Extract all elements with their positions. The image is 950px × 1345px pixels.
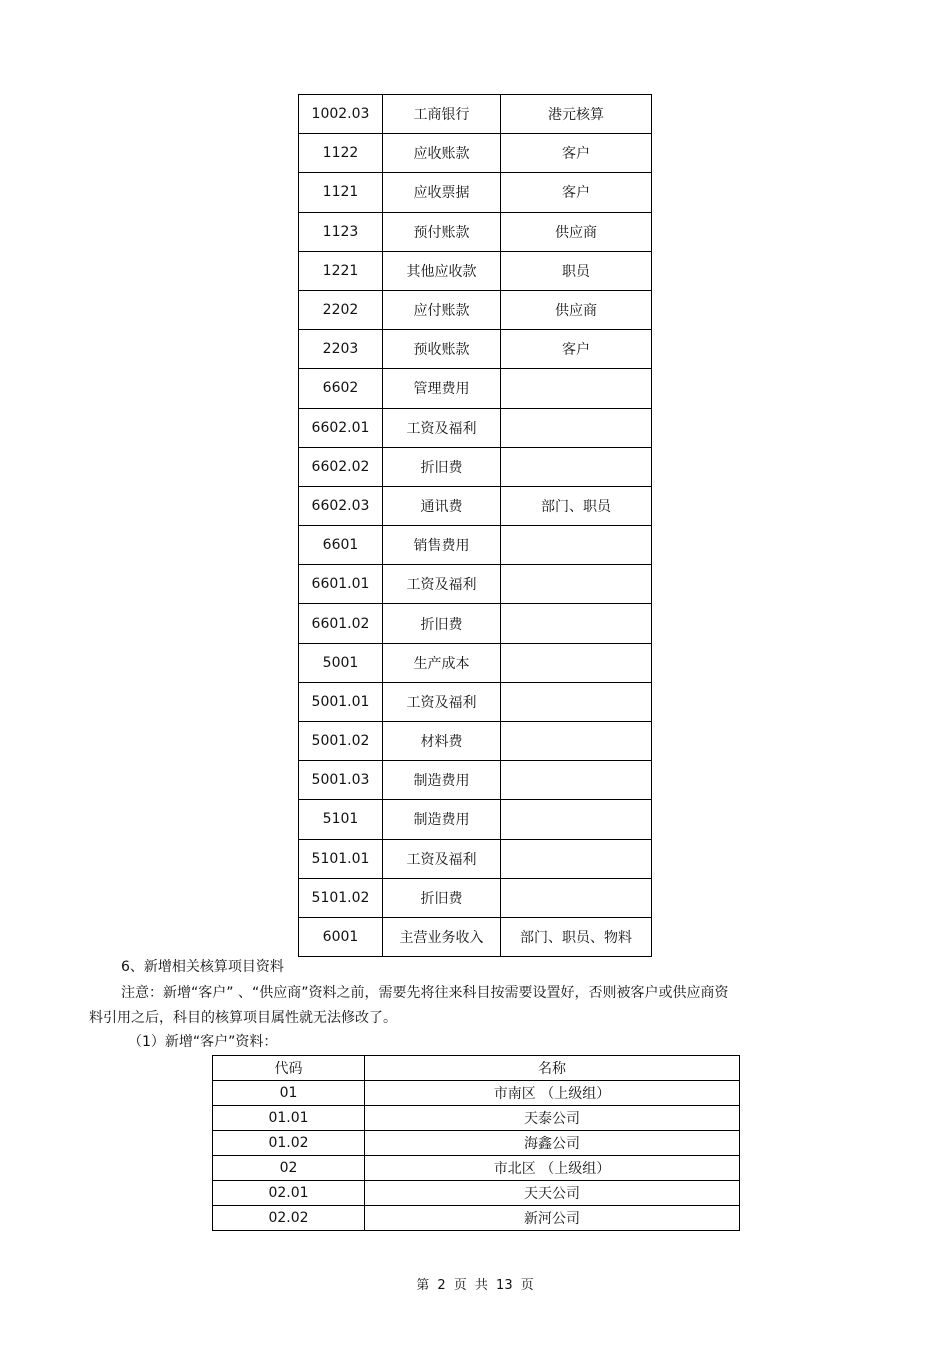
account-name-cell: 生产成本 bbox=[383, 643, 501, 682]
account-name-cell: 折旧费 bbox=[383, 878, 501, 917]
account-name-cell: 工资及福利 bbox=[383, 839, 501, 878]
customer-code-cell: 02.02 bbox=[213, 1206, 365, 1231]
account-name-cell: 工商银行 bbox=[383, 95, 501, 134]
table-row bbox=[213, 1156, 740, 1181]
table-row bbox=[299, 682, 652, 721]
account-name-cell: 通讯费 bbox=[383, 486, 501, 525]
account-code-cell: 5001.01 bbox=[299, 682, 383, 721]
account-code-cell: 6601.02 bbox=[299, 604, 383, 643]
account-name-cell: 预付账款 bbox=[383, 212, 501, 251]
table-row bbox=[299, 565, 652, 604]
customer-code-cell: 01 bbox=[213, 1081, 365, 1106]
accounting-items-cell: 供应商 bbox=[501, 290, 652, 329]
account-name-cell: 应付账款 bbox=[383, 290, 501, 329]
account-code-cell: 1123 bbox=[299, 212, 383, 251]
accounting-items-cell: 客户 bbox=[501, 173, 652, 212]
accounting-items-cell bbox=[501, 565, 652, 604]
table-row bbox=[299, 251, 652, 290]
table-row bbox=[299, 878, 652, 917]
table-row bbox=[299, 643, 652, 682]
customer-code-cell: 01.01 bbox=[213, 1106, 365, 1131]
page-footer: 第 2 页 共 13 页 bbox=[416, 1278, 534, 1293]
header-row bbox=[213, 1056, 740, 1081]
accounting-items-cell: 客户 bbox=[501, 330, 652, 369]
table-row bbox=[299, 369, 652, 408]
accounting-items-cell bbox=[501, 643, 652, 682]
table-row bbox=[213, 1206, 740, 1231]
account-code-cell: 1121 bbox=[299, 173, 383, 212]
table-row bbox=[299, 722, 652, 761]
customer-name-cell: 海鑫公司 bbox=[365, 1131, 740, 1156]
account-name-cell: 工资及福利 bbox=[383, 565, 501, 604]
accounting-items-cell bbox=[501, 682, 652, 721]
account-code-cell: 1221 bbox=[299, 251, 383, 290]
account-name-cell: 管理费用 bbox=[383, 369, 501, 408]
account-name-cell: 其他应收款 bbox=[383, 251, 501, 290]
accounting-items-cell: 供应商 bbox=[501, 212, 652, 251]
table-row bbox=[299, 800, 652, 839]
accounting-items-cell bbox=[501, 369, 652, 408]
table-row bbox=[299, 839, 652, 878]
account-code-cell: 5001.03 bbox=[299, 761, 383, 800]
account-name-cell: 制造费用 bbox=[383, 761, 501, 800]
accounting-items-cell bbox=[501, 800, 652, 839]
account-code-cell: 5001.02 bbox=[299, 722, 383, 761]
table-row bbox=[213, 1131, 740, 1156]
account-name-cell: 折旧费 bbox=[383, 604, 501, 643]
accounting-items-cell: 职员 bbox=[501, 251, 652, 290]
section-heading: 6、新增相关核算项目资料 bbox=[121, 959, 284, 975]
account-name-cell: 预收账款 bbox=[383, 330, 501, 369]
customer-name-cell: 天天公司 bbox=[365, 1181, 740, 1206]
header-code: 代码 bbox=[213, 1056, 365, 1081]
customer-subheading: （1）新增“客户”资料： bbox=[128, 1034, 278, 1050]
account-code-cell: 5101.01 bbox=[299, 839, 383, 878]
account-name-cell: 材料费 bbox=[383, 722, 501, 761]
customer-table bbox=[212, 1055, 740, 1231]
account-name-cell: 应收票据 bbox=[383, 173, 501, 212]
table-row bbox=[299, 173, 652, 212]
account-code-cell: 1122 bbox=[299, 134, 383, 173]
table-row bbox=[213, 1081, 740, 1106]
account-code-cell: 5101 bbox=[299, 800, 383, 839]
accounting-items-cell: 部门、职员 bbox=[501, 486, 652, 525]
customer-code-cell: 02.01 bbox=[213, 1181, 365, 1206]
table-row bbox=[299, 761, 652, 800]
accounting-items-cell: 客户 bbox=[501, 134, 652, 173]
account-code-cell: 6602.01 bbox=[299, 408, 383, 447]
table-row bbox=[213, 1181, 740, 1206]
table-row bbox=[299, 408, 652, 447]
table-row bbox=[299, 212, 652, 251]
table-row bbox=[299, 526, 652, 565]
account-name-cell: 工资及福利 bbox=[383, 408, 501, 447]
customer-table-body bbox=[213, 1081, 740, 1231]
account-code-cell: 1002.03 bbox=[299, 95, 383, 134]
accounting-items-cell bbox=[501, 604, 652, 643]
accounts-table bbox=[298, 94, 652, 957]
account-code-cell: 6602.03 bbox=[299, 486, 383, 525]
customer-name-cell: 新河公司 bbox=[365, 1206, 740, 1231]
customer-table-header bbox=[213, 1056, 740, 1081]
account-code-cell: 5101.02 bbox=[299, 878, 383, 917]
table-row bbox=[299, 604, 652, 643]
account-code-cell: 2203 bbox=[299, 330, 383, 369]
table-row bbox=[299, 447, 652, 486]
customer-name-cell: 市北区 （上级组） bbox=[365, 1156, 740, 1181]
account-name-cell: 工资及福利 bbox=[383, 682, 501, 721]
customer-name-cell: 天泰公司 bbox=[365, 1106, 740, 1131]
account-code-cell: 6602.02 bbox=[299, 447, 383, 486]
account-code-cell: 6001 bbox=[299, 917, 383, 956]
customer-name-cell: 市南区 （上级组） bbox=[365, 1081, 740, 1106]
note-text-line-2: 料引用之后，科目的核算项目属性就无法修改了。 bbox=[89, 1010, 397, 1026]
accounting-items-cell bbox=[501, 447, 652, 486]
accounting-items-cell bbox=[501, 839, 652, 878]
table-row bbox=[299, 95, 652, 134]
note-text-line-1: 注意：新增“客户” 、“供应商”资料之前，需要先将往来科目按需要设置好，否则被客户或供应商资 bbox=[121, 985, 729, 1001]
accounting-items-cell bbox=[501, 722, 652, 761]
accounting-items-cell bbox=[501, 526, 652, 565]
accounting-items-cell bbox=[501, 878, 652, 917]
account-code-cell: 6602 bbox=[299, 369, 383, 408]
header-name: 名称 bbox=[365, 1056, 740, 1081]
account-name-cell: 销售费用 bbox=[383, 526, 501, 565]
table-row bbox=[299, 486, 652, 525]
account-code-cell: 6601 bbox=[299, 526, 383, 565]
account-code-cell: 5001 bbox=[299, 643, 383, 682]
customer-code-cell: 02 bbox=[213, 1156, 365, 1181]
accounting-items-cell: 港元核算 bbox=[501, 95, 652, 134]
account-name-cell: 折旧费 bbox=[383, 447, 501, 486]
accounting-items-cell: 部门、职员、物料 bbox=[501, 917, 652, 956]
accounts-table-body bbox=[299, 95, 652, 957]
customer-code-cell: 01.02 bbox=[213, 1131, 365, 1156]
table-row bbox=[299, 290, 652, 329]
table-row bbox=[213, 1106, 740, 1131]
account-code-cell: 2202 bbox=[299, 290, 383, 329]
account-name-cell: 主营业务收入 bbox=[383, 917, 501, 956]
account-name-cell: 应收账款 bbox=[383, 134, 501, 173]
table-row bbox=[299, 917, 652, 956]
account-code-cell: 6601.01 bbox=[299, 565, 383, 604]
accounting-items-cell bbox=[501, 408, 652, 447]
accounting-items-cell bbox=[501, 761, 652, 800]
account-name-cell: 制造费用 bbox=[383, 800, 501, 839]
table-row bbox=[299, 134, 652, 173]
table-row bbox=[299, 330, 652, 369]
